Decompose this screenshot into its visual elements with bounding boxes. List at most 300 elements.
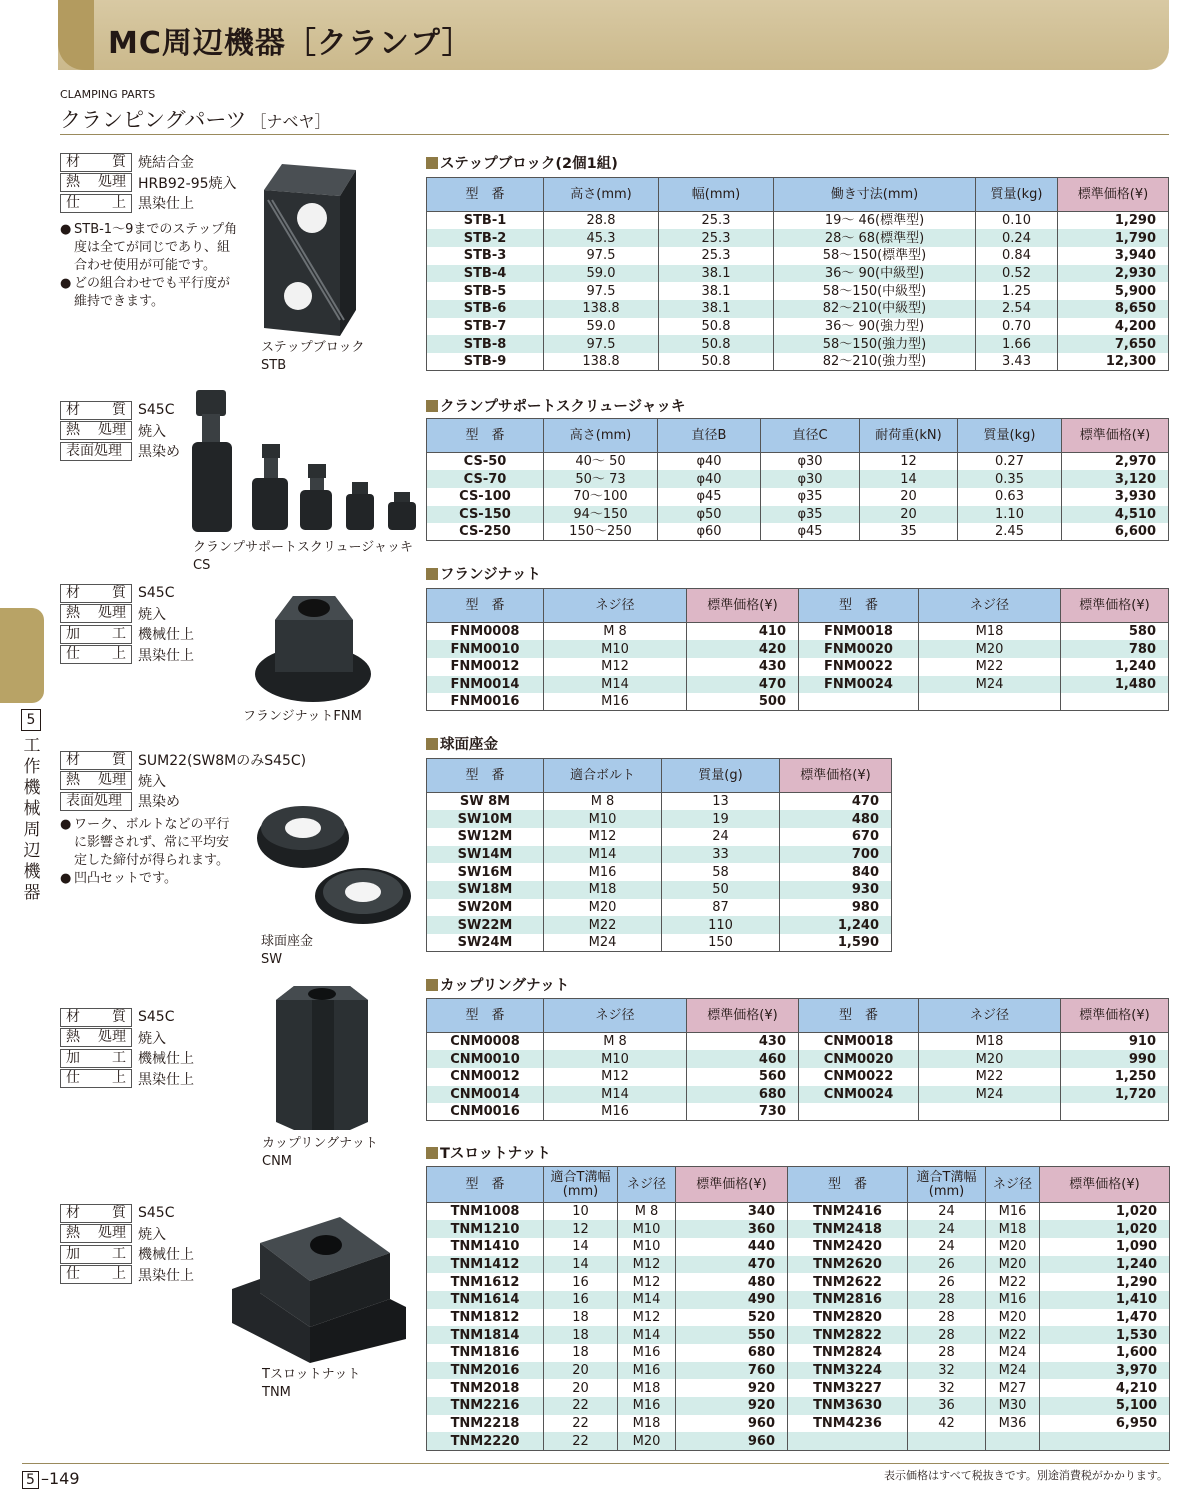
section-stb-title: [426, 152, 618, 173]
table-cell: M22: [919, 658, 1061, 676]
page-number-suffix: –149: [41, 1469, 80, 1488]
table-cell: [799, 693, 919, 711]
table-row: [427, 488, 1169, 506]
spec-key: [60, 645, 132, 664]
spec-row: [60, 441, 180, 462]
table-cell: 22: [544, 1432, 618, 1450]
caption-cs: [193, 539, 413, 575]
spec-key-part: 材: [66, 153, 80, 170]
note-item: [60, 275, 238, 311]
table-cell: 2.45: [958, 523, 1062, 541]
notes-sw: [60, 816, 238, 888]
spec-key: [60, 1008, 132, 1027]
subtitle-jp-text: クランピングパーツ: [60, 108, 247, 132]
table-cell: 480: [780, 810, 892, 828]
table-header-row: [427, 419, 1169, 453]
table-cell: SW22M: [427, 916, 544, 934]
spec-key: [60, 771, 132, 790]
table-cell: M22: [544, 916, 662, 934]
table-cell: CS-250: [427, 523, 544, 541]
table-cell: CS-150: [427, 506, 544, 524]
table-cell: TNM3630: [788, 1397, 908, 1415]
spec-row: [60, 1224, 194, 1245]
table-header-row: [427, 178, 1169, 212]
table-cell: 1,530: [1040, 1326, 1170, 1344]
column-header: ネジ径: [919, 999, 1061, 1033]
column-header: 質量(g): [662, 759, 780, 793]
table-cell: 6,600: [1062, 523, 1169, 541]
table-row: [427, 1050, 1169, 1068]
table-row: [427, 810, 892, 828]
spec-value: SUM22(SW8MのみS45C): [138, 753, 307, 770]
spec-key: [60, 1224, 132, 1243]
column-header: 標準価格(¥): [687, 999, 799, 1033]
table-cell: 410: [687, 623, 799, 641]
table-cell: 560: [687, 1068, 799, 1086]
table-cell: 8,650: [1058, 300, 1169, 318]
table-cell: M10: [544, 810, 662, 828]
table-row: [427, 1203, 1170, 1221]
spec-key-part: 熱: [66, 1225, 80, 1242]
table-cell: TNM4236: [788, 1415, 908, 1433]
table-cell: SW18M: [427, 881, 544, 899]
note-item: [60, 221, 238, 275]
spec-row: [60, 583, 194, 604]
table-cell: TNM2416: [788, 1203, 908, 1221]
spec-key-part: 上: [112, 194, 126, 211]
section-cnm-title: [426, 974, 569, 995]
section-cnm-label: カップリングナット: [440, 978, 570, 994]
spec-key-part: 熱: [66, 605, 80, 622]
table-cell: CNM0008: [427, 1033, 544, 1051]
column-header: 型 番: [427, 1167, 544, 1203]
section-tnm-title: [426, 1142, 551, 1163]
table-cell: 59.0: [544, 265, 659, 283]
table-cell: 4,210: [1040, 1379, 1170, 1397]
table-cell: TNM3224: [788, 1362, 908, 1380]
table-cell: FNM0016: [427, 693, 544, 711]
spec-row: [60, 400, 180, 421]
coupling-nut-image: [272, 982, 372, 1132]
table-cell: M16: [618, 1362, 676, 1380]
spec-key-part: 上: [112, 1070, 126, 1087]
table-cell: 5,100: [1040, 1397, 1170, 1415]
table-cell: 0.63: [958, 488, 1062, 506]
table-row: [427, 1220, 1170, 1238]
table-cell: M20: [986, 1256, 1040, 1274]
spec-tnm: [60, 1203, 194, 1285]
table-cell: 50～ 73: [544, 470, 658, 488]
table-cell: 45.3: [544, 229, 659, 247]
table-cell: STB-1: [427, 212, 544, 230]
table-cell: M30: [986, 1397, 1040, 1415]
table-cell: 470: [687, 676, 799, 694]
table-cell: 24: [662, 828, 780, 846]
column-header: ネジ径: [544, 589, 687, 623]
table-cell: 1,290: [1040, 1273, 1170, 1291]
table-cell: TNM1412: [427, 1256, 544, 1274]
table-cell: M14: [618, 1326, 676, 1344]
table-row: [427, 353, 1169, 371]
table-cell: CS-100: [427, 488, 544, 506]
table-cell: M12: [544, 658, 687, 676]
table-cell: 460: [687, 1050, 799, 1068]
spec-row: [60, 1069, 194, 1090]
table-cell: 730: [687, 1103, 799, 1121]
table-cell: φ45: [761, 523, 860, 541]
caption-sw: [261, 933, 313, 969]
column-header: 型 番: [427, 589, 544, 623]
table-cell: SW24M: [427, 934, 544, 952]
table-cell: 32: [908, 1362, 986, 1380]
table-cell: 3.43: [976, 353, 1058, 371]
table-cell: φ60: [658, 523, 761, 541]
table-cell: 18: [544, 1326, 618, 1344]
column-header: 適合T溝幅(mm): [908, 1167, 986, 1203]
table-row: [427, 881, 892, 899]
column-header: 標準価格(¥): [1062, 419, 1169, 453]
table-row: [427, 1397, 1170, 1415]
table-cell: [908, 1432, 986, 1450]
table-row: [427, 523, 1169, 541]
table-row: [427, 693, 1169, 711]
table-cell: 430: [687, 658, 799, 676]
caption-cnm-1: カップリングナット: [262, 1136, 378, 1151]
column-header: 型 番: [427, 999, 544, 1033]
table-cell: STB-8: [427, 335, 544, 353]
table-cell: 960: [676, 1432, 788, 1450]
spec-key-part: 質: [112, 1008, 126, 1025]
caption-cnm-2: CNM: [262, 1154, 293, 1169]
spec-key: [60, 1028, 132, 1047]
chapter-tab: [0, 608, 44, 703]
spec-row: [60, 1007, 194, 1028]
spec-row: [60, 771, 306, 792]
notes-stb: [60, 221, 238, 311]
table-cell: 28: [908, 1344, 986, 1362]
table-cell: 20: [544, 1379, 618, 1397]
table-cell: FNM0008: [427, 623, 544, 641]
table-cell: 58～150(強力型): [774, 335, 976, 353]
section-marker: [426, 738, 438, 750]
table-cell: FNM0022: [799, 658, 919, 676]
spec-key-part: 処理: [98, 174, 126, 191]
column-header: 標準価格(¥): [1061, 589, 1169, 623]
table-cell: M10: [544, 640, 687, 658]
table-cell: 14: [860, 470, 958, 488]
section-sw-label: 球面座金: [440, 737, 498, 753]
table-cell: 920: [676, 1379, 788, 1397]
table-cell: 6,950: [1040, 1415, 1170, 1433]
table-cell: 840: [780, 863, 892, 881]
page-chapter-box: 5: [22, 1471, 39, 1489]
table-cell: 1,240: [1040, 1256, 1170, 1274]
table-row: [427, 1086, 1169, 1104]
spec-value: 焼入: [138, 1030, 166, 1047]
footer-divider: [22, 1463, 1169, 1464]
table-cell: 1,290: [1058, 212, 1169, 230]
bullet-icon: ●: [60, 817, 72, 832]
table-cell: STB-4: [427, 265, 544, 283]
spec-key: [60, 401, 132, 420]
table-cell: 440: [676, 1238, 788, 1256]
table-cell: 18: [544, 1309, 618, 1327]
table-cell: M24: [919, 676, 1061, 694]
table-row: [427, 335, 1169, 353]
table-cell: M 8: [544, 1033, 687, 1051]
table-cell: TNM1816: [427, 1344, 544, 1362]
column-header: 型 番: [427, 419, 544, 453]
table-cell: M18: [618, 1379, 676, 1397]
table-cell: 1.25: [976, 282, 1058, 300]
table-cell: 18: [544, 1344, 618, 1362]
spec-key: [60, 153, 132, 172]
note-text: ワーク、ボルトなどの平行に影響されず、常に平均安定した締付が得られます。: [74, 817, 230, 868]
spec-key: [60, 1245, 132, 1264]
column-header: 質量(kg): [976, 178, 1058, 212]
table-cell: 980: [780, 899, 892, 917]
table-cell: 22: [544, 1415, 618, 1433]
table-cell: 24: [908, 1238, 986, 1256]
table-cell: M12: [618, 1256, 676, 1274]
table-cell: 2,970: [1062, 453, 1169, 471]
table-row: [427, 212, 1169, 230]
table-cell: 33: [662, 846, 780, 864]
table-cell: 25.3: [659, 212, 774, 230]
table-cell: 94～150: [544, 506, 658, 524]
table-cell: M18: [919, 623, 1061, 641]
table-cell: TNM1410: [427, 1238, 544, 1256]
table-cell: 20: [860, 506, 958, 524]
tnm-table: [426, 1166, 1170, 1451]
table-cell: TNM2220: [427, 1432, 544, 1450]
table-cell: M20: [919, 1050, 1061, 1068]
table-cell: 2,930: [1058, 265, 1169, 283]
table-row: [427, 470, 1169, 488]
table-cell: 500: [687, 693, 799, 711]
table-row: [427, 846, 892, 864]
table-cell: 20: [544, 1362, 618, 1380]
spec-key-part: 仕: [66, 646, 80, 663]
spec-row: [60, 173, 237, 194]
table-cell: FNM0012: [427, 658, 544, 676]
table-row: [427, 1273, 1170, 1291]
table-cell: STB-6: [427, 300, 544, 318]
table-header-row: [427, 1167, 1170, 1203]
table-cell: 16: [544, 1273, 618, 1291]
table-cell: 110: [662, 916, 780, 934]
column-header: 型 番: [427, 178, 544, 212]
table-cell: φ45: [658, 488, 761, 506]
spec-row: [60, 1203, 194, 1224]
table-row: [427, 1256, 1170, 1274]
table-cell: M36: [986, 1415, 1040, 1433]
table-cell: 0.27: [958, 453, 1062, 471]
table-cell: 12: [860, 453, 958, 471]
table-row: [427, 658, 1169, 676]
table-row: [427, 1415, 1170, 1433]
table-row: [427, 934, 892, 952]
column-header: 質量(kg): [958, 419, 1062, 453]
table-cell: 1,020: [1040, 1203, 1170, 1221]
spec-key-part: 工: [112, 1049, 126, 1066]
table-cell: 1,470: [1040, 1309, 1170, 1327]
column-header: 耐荷重(kN): [860, 419, 958, 453]
subtitle-jp: [60, 104, 331, 134]
spec-key-part: 加: [66, 625, 80, 642]
table-cell: 520: [676, 1309, 788, 1327]
table-cell: 38.1: [659, 265, 774, 283]
table-cell: 25.3: [659, 247, 774, 265]
table-cell: 430: [687, 1033, 799, 1051]
column-header: 高さ(mm): [544, 178, 659, 212]
spec-key: [60, 604, 132, 623]
spec-key-part: 処理: [98, 422, 126, 439]
table-cell: 420: [687, 640, 799, 658]
table-cell: 0.52: [976, 265, 1058, 283]
table-cell: M18: [618, 1415, 676, 1433]
table-cell: 1,600: [1040, 1344, 1170, 1362]
table-row: [427, 640, 1169, 658]
table-cell: 35: [860, 523, 958, 541]
spec-row: [60, 750, 306, 771]
table-cell: φ50: [658, 506, 761, 524]
table-cell: 1,240: [1061, 658, 1169, 676]
table-cell: 0.70: [976, 318, 1058, 336]
screw-jack-image: [188, 388, 418, 536]
caption-cs-1: クランプサポートスクリュージャッキ: [193, 540, 413, 555]
table-cell: STB-7: [427, 318, 544, 336]
table-cell: 960: [676, 1415, 788, 1433]
table-cell: 82～210(強力型): [774, 353, 976, 371]
table-cell: [919, 1103, 1061, 1121]
table-row: [427, 453, 1169, 471]
spec-value: 黒染仕上: [138, 1071, 194, 1088]
table-cell: 1,240: [780, 916, 892, 934]
spec-key-part: 表面処理: [66, 792, 122, 809]
caption-cs-2: CS: [193, 558, 211, 573]
cs-table: [426, 418, 1169, 541]
header-accent: [58, 0, 94, 70]
table-cell: 340: [676, 1203, 788, 1221]
table-header-row: [427, 999, 1169, 1033]
table-cell: 58～150(中級型): [774, 282, 976, 300]
table-cell: 1,410: [1040, 1291, 1170, 1309]
table-cell: [799, 1103, 919, 1121]
table-row: [427, 1326, 1170, 1344]
table-cell: [1061, 1103, 1169, 1121]
table-cell: M 8: [544, 793, 662, 811]
table-row: [427, 828, 892, 846]
spec-key-part: 質: [112, 153, 126, 170]
table-cell: TNM2820: [788, 1309, 908, 1327]
table-cell: 50.8: [659, 335, 774, 353]
note-text: 凹凸セットです。: [74, 871, 177, 886]
table-cell: 1,480: [1061, 676, 1169, 694]
column-header: 型 番: [427, 759, 544, 793]
table-cell: 24: [908, 1203, 986, 1221]
spec-value: 焼入: [138, 423, 166, 440]
section-cs-title: [426, 395, 685, 416]
table-cell: TNM1614: [427, 1291, 544, 1309]
spec-key-part: 材: [66, 751, 80, 768]
table-cell: FNM0024: [799, 676, 919, 694]
table-cell: SW12M: [427, 828, 544, 846]
fnm-table: [426, 588, 1169, 711]
table-cell: 910: [1061, 1033, 1169, 1051]
table-row: [427, 916, 892, 934]
table-cell: 82～210(中級型): [774, 300, 976, 318]
table-cell: TNM2420: [788, 1238, 908, 1256]
table-cell: 19: [662, 810, 780, 828]
caption-fnm-1: フランジナットFNM: [243, 709, 362, 724]
spec-key: [60, 584, 132, 603]
table-cell: CNM0024: [799, 1086, 919, 1104]
table-cell: M18: [919, 1033, 1061, 1051]
table-cell: M10: [544, 1050, 687, 1068]
spec-key-part: 質: [112, 1204, 126, 1221]
table-cell: 2.54: [976, 300, 1058, 318]
table-cell: φ40: [658, 453, 761, 471]
table-cell: M20: [544, 899, 662, 917]
table-cell: 760: [676, 1362, 788, 1380]
table-cell: 7,650: [1058, 335, 1169, 353]
column-header: ネジ径: [618, 1167, 676, 1203]
table-cell: 930: [780, 881, 892, 899]
column-header: 高さ(mm): [544, 419, 658, 453]
table-cell: M14: [544, 676, 687, 694]
table-cell: M12: [544, 828, 662, 846]
table-cell: CS-50: [427, 453, 544, 471]
table-cell: FNM0020: [799, 640, 919, 658]
table-cell: M22: [986, 1326, 1040, 1344]
table-cell: 36～ 90(強力型): [774, 318, 976, 336]
table-cell: M24: [986, 1362, 1040, 1380]
note-item: [60, 816, 238, 870]
table-cell: M16: [986, 1203, 1040, 1221]
table-cell: TNM2218: [427, 1415, 544, 1433]
column-header: 型 番: [799, 589, 919, 623]
table-row: [427, 1033, 1169, 1051]
stb-table: [426, 177, 1169, 371]
table-cell: FNM0010: [427, 640, 544, 658]
table-cell: TNM2816: [788, 1291, 908, 1309]
table-row: [427, 318, 1169, 336]
spec-fnm: [60, 583, 194, 665]
table-cell: [1061, 693, 1169, 711]
column-header: 型 番: [788, 1167, 908, 1203]
table-cell: 58: [662, 863, 780, 881]
spec-key-part: 熱: [66, 1029, 80, 1046]
table-cell: 1,090: [1040, 1238, 1170, 1256]
spec-value: 黒染仕上: [138, 196, 194, 213]
table-cell: 0.35: [958, 470, 1062, 488]
table-cell: 97.5: [544, 282, 659, 300]
spec-key: [60, 194, 132, 213]
table-cell: 26: [908, 1273, 986, 1291]
spec-key: [60, 1265, 132, 1284]
table-row: [427, 1362, 1170, 1380]
table-cell: 87: [662, 899, 780, 917]
table-cell: 680: [687, 1086, 799, 1104]
spec-row: [60, 1265, 194, 1286]
section-marker: [426, 400, 438, 412]
table-cell: M18: [544, 881, 662, 899]
spec-cs: [60, 400, 180, 462]
table-cell: 25.3: [659, 229, 774, 247]
table-cell: 780: [1061, 640, 1169, 658]
spec-stb: [60, 152, 237, 214]
